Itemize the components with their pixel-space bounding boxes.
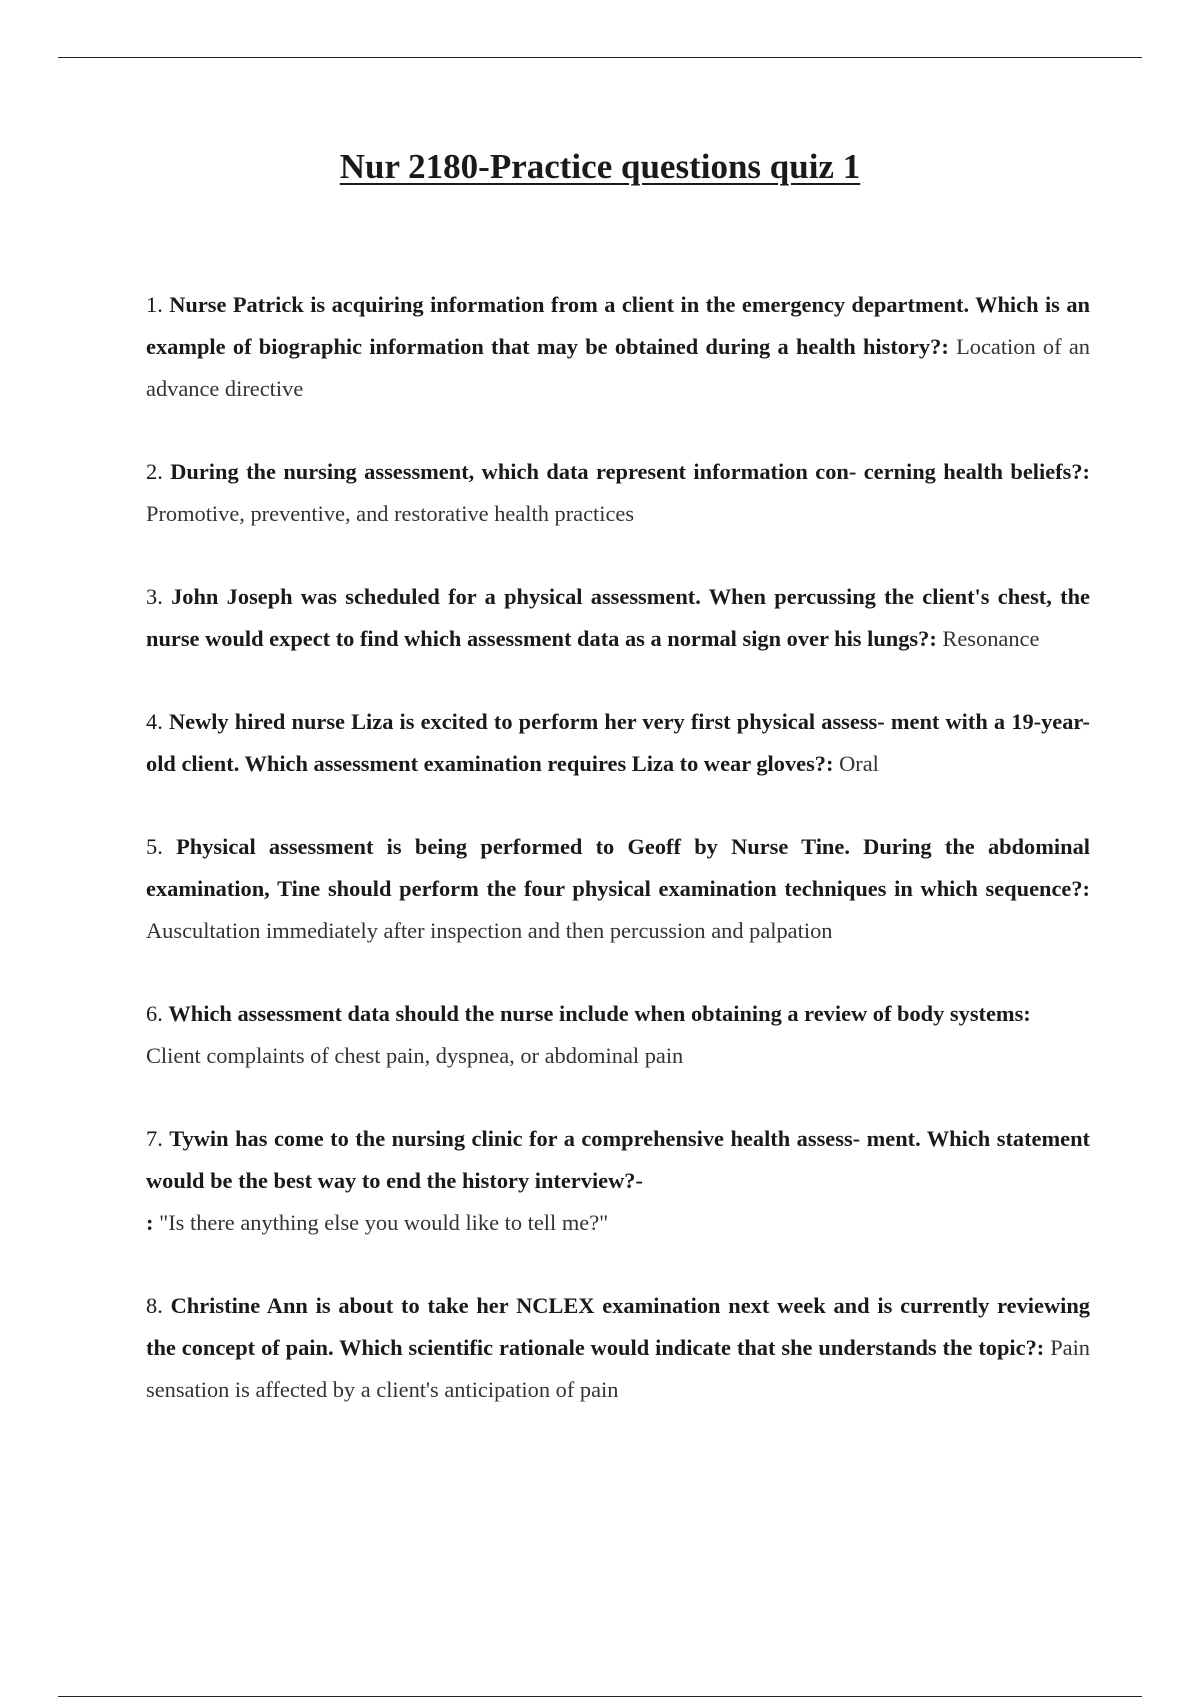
question-answer: Auscultation immediately after inspection and then percussion and palpation <box>146 918 833 943</box>
question-answer: Resonance <box>942 626 1040 651</box>
question-item <box>146 451 1090 535</box>
question-item <box>146 701 1090 785</box>
question-answer: Promotive, preventive, and restorative health practices <box>146 501 635 526</box>
page-title: Nur 2180-Practice questions quiz 1 <box>339 147 861 186</box>
question-number: 6. <box>146 1001 163 1026</box>
question-stem: John Joseph was scheduled for a physical assessment. When percussing the client's chest, the nurse would expect to find which assessment data as a normal sign over his lungs?: <box>146 584 1090 651</box>
question-item <box>146 993 1090 1077</box>
question-number: 5. <box>146 834 163 859</box>
question-number: 4. <box>146 709 163 734</box>
question-stem: Tywin has come to the nursing clinic for a comprehensive health assess- ment. Which statement would be the best way to end the history interview?- <box>146 1126 1090 1193</box>
question-number: 2. <box>146 459 163 484</box>
question-number: 8. <box>146 1293 163 1318</box>
question-number: 7. <box>146 1126 163 1151</box>
question-item <box>146 826 1090 952</box>
question-stem: Newly hired nurse Liza is excited to perform her very first physical assess- ment with a 19-year-old client. Which assessment examination requires Liza to wear gloves?: <box>146 709 1090 776</box>
question-stem: Physical assessment is being performed to Geoff by Nurse Tine. During the abdominal examination, Tine should perform the four physical examination techniques in which sequence?: <box>146 834 1090 901</box>
question-item <box>146 576 1090 660</box>
answer-prefix: : <box>146 1210 154 1235</box>
question-stem: Which assessment data should the nurse include when obtaining a review of body systems: <box>168 1001 1031 1026</box>
question-item <box>146 284 1090 410</box>
question-item <box>146 1118 1090 1244</box>
bottom-rule <box>58 1696 1142 1697</box>
question-answer: "Is there anything else you would like to tell me?" <box>159 1210 609 1235</box>
question-item <box>146 1285 1090 1411</box>
question-stem: Christine Ann is about to take her NCLEX examination next week and is currently reviewing the concept of pain. Which scientific rationale would indicate that she understands the topic?: <box>146 1293 1090 1360</box>
question-answer: Client complaints of chest pain, dyspnea, or abdominal pain <box>146 1043 684 1068</box>
question-number: 1. <box>146 292 163 317</box>
question-answer: Location of an advance directive <box>146 334 1090 401</box>
question-answer: Pain sensation is affected by a client's anticipation of pain <box>146 1335 1090 1402</box>
question-stem: Nurse Patrick is acquiring information from a client in the emergency department. Which is an example of biographic information that may be obtained during a health history?: <box>146 292 1090 359</box>
top-rule <box>58 57 1142 58</box>
question-stem: During the nursing assessment, which data represent information con- cerning health beliefs?: <box>170 459 1090 484</box>
question-number: 3. <box>146 584 163 609</box>
question-list <box>146 284 1090 1452</box>
question-answer: Oral <box>839 751 879 776</box>
